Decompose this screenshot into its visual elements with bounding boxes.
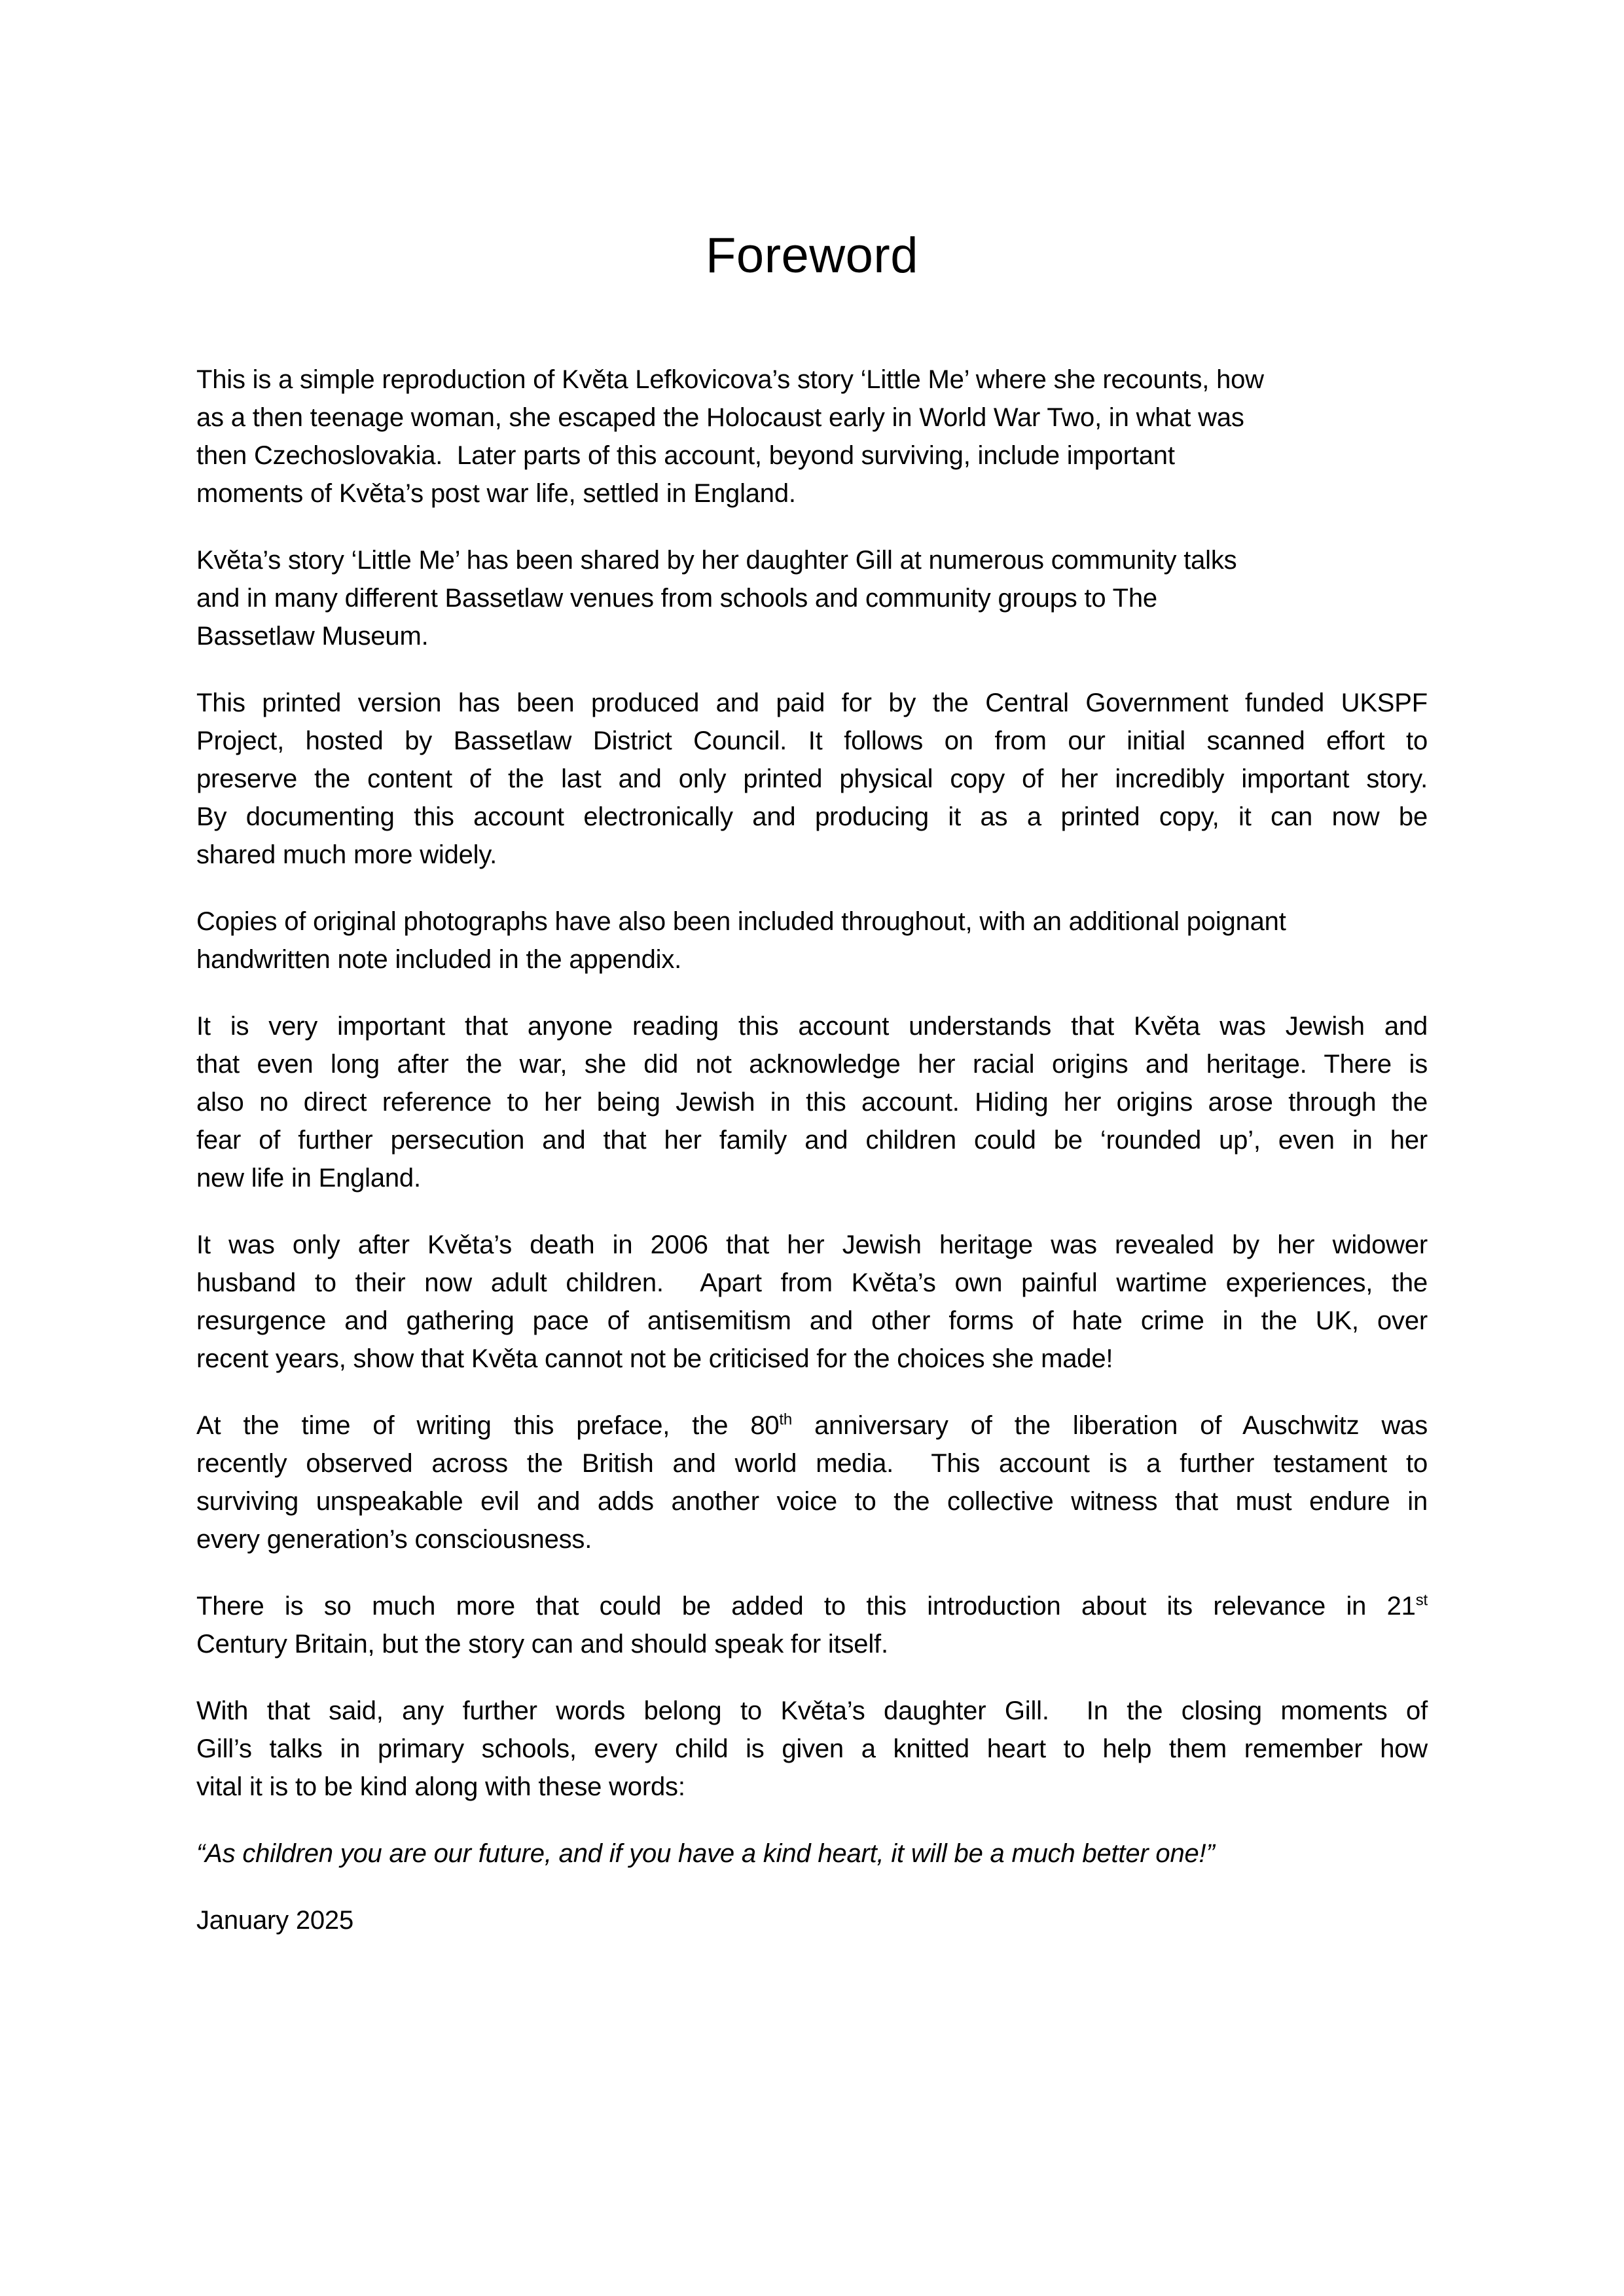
paragraph-2 <box>196 541 1428 655</box>
text-line: Bassetlaw Museum. <box>196 622 429 651</box>
text-line: Gill’s talks in primary schools, every child is given a knitted heart to help them remember how <box>196 1734 1428 1763</box>
text-line: fear of further persecution and that her family and children could be ‘rounded up’, even in her <box>196 1126 1428 1155</box>
paragraph-9 <box>196 1692 1428 1806</box>
text-line: recently observed across the British and world media. This account is a further testament to <box>196 1449 1428 1478</box>
text-line: “As children you are our future, and if you have a kind heart, it will be a much better one!” <box>196 1839 1215 1868</box>
text-line: new life in England. <box>196 1164 421 1193</box>
text-line: This printed version has been produced and paid for by the Central Government funded UKSPF <box>196 689 1428 717</box>
paragraph-4 <box>196 903 1428 978</box>
paragraph-8 <box>196 1587 1428 1663</box>
date-line: January 2025 <box>196 1906 354 1935</box>
text-line: then Czechoslovakia. Later parts of this account, beyond surviving, include important <box>196 441 1175 470</box>
text-line: shared much more widely. <box>196 840 497 869</box>
text-line: By documenting this account electronically and producing it as a printed copy, it can now be <box>196 802 1428 831</box>
text-line: There is so much more that could be added to this introduction about its relevance in 21st <box>196 1591 1428 1621</box>
text-line: that even long after the war, she did not acknowledge her racial origins and heritage. There is <box>196 1050 1428 1079</box>
text-line: Copies of original photographs have also been included throughout, with an additional poignant <box>196 907 1286 936</box>
text-line: every generation’s consciousness. <box>196 1525 592 1554</box>
text-line: as a then teenage woman, she escaped the Holocaust early in World War Two, in what was <box>196 403 1244 432</box>
text-line: Project, hosted by Bassetlaw District Council. It follows on from our initial scanned effort to <box>196 726 1428 755</box>
text-line: resurgence and gathering pace of antisemitism and other forms of hate crime in the UK, over <box>196 1306 1428 1335</box>
text-line: It is very important that anyone reading this account understands that Květa was Jewish and <box>196 1012 1428 1041</box>
text-line: With that said, any further words belong to Květa’s daughter Gill. In the closing moments of <box>196 1696 1428 1725</box>
text-line: moments of Květa’s post war life, settled in England. <box>196 479 796 508</box>
text-line: vital it is to be kind along with these words: <box>196 1772 685 1801</box>
text-line: Květa’s story ‘Little Me’ has been shared by her daughter Gill at numerous community talks <box>196 546 1237 575</box>
text-line: recent years, show that Květa cannot not be criticised for the choices she made! <box>196 1344 1113 1373</box>
paragraph-7 <box>196 1407 1428 1558</box>
text-line: At the time of writing this preface, the 80th anniversary of the liberation of Auschwitz was <box>196 1410 1428 1440</box>
text-line: surviving unspeakable evil and adds another voice to the collective witness that must endure in <box>196 1487 1428 1516</box>
paragraph-3 <box>196 684 1428 874</box>
text-line: It was only after Květa’s death in 2006 that her Jewish heritage was revealed by her widower <box>196 1230 1428 1259</box>
text-line: and in many different Bassetlaw venues from schools and community groups to The <box>196 584 1157 613</box>
text-line: preserve the content of the last and only printed physical copy of her incredibly important story. <box>196 764 1428 793</box>
paragraph-1 <box>196 361 1428 512</box>
text-line: handwritten note included in the appendix. <box>196 945 682 974</box>
paragraph-6 <box>196 1226 1428 1378</box>
text-line: also no direct reference to her being Jewish in this account. Hiding her origins arose through the <box>196 1088 1428 1117</box>
foreword-body <box>196 361 1428 1873</box>
paragraph-10 <box>196 1835 1428 1873</box>
page-title: Foreword <box>706 228 918 283</box>
text-line: This is a simple reproduction of Květa Lefkovicova’s story ‘Little Me’ where she recounts, how <box>196 365 1264 394</box>
paragraph-5 <box>196 1007 1428 1197</box>
text-line: husband to their now adult children. Apart from Květa’s own painful wartime experiences, the <box>196 1268 1428 1297</box>
text-line: Century Britain, but the story can and should speak for itself. <box>196 1630 888 1659</box>
